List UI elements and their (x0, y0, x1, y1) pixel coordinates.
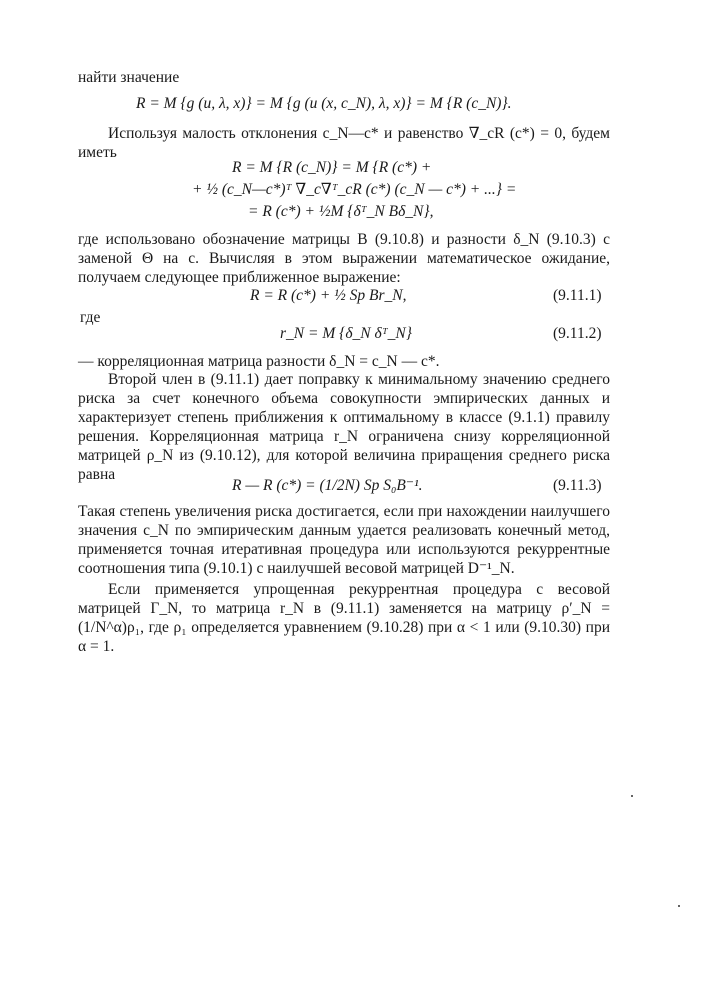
equation-5: R — R (c*) = (1/2N) Sp S₀B⁻¹. (232, 477, 423, 494)
equation-4-number: (9.11.2) (553, 325, 602, 342)
paragraph-4: Второй член в (9.11.1) дает поправку к минимальному значению среднего риска за счет конечного объема совокупности эмпирических данных и характеризует степень приближения к оптимальному в классе (9.1.1) правилу решения. Корреляционная матрица r_N ограничена снизу корреляционной матрицей ρ_N из (9.10.12), для которой величина приращения среднего риска равна (78, 371, 610, 483)
scan-speck (631, 795, 633, 797)
paragraph-3: — корреляционная матрица разности δ_N = c_N — c*. (78, 353, 440, 370)
where-label: где (80, 309, 101, 326)
equation-3-number: (9.11.1) (553, 287, 602, 304)
equation-1: R = M {g (u, λ, x)} = M {g (u (x, c_N), λ, x)} = M {R (c_N)}. (136, 95, 512, 112)
paragraph-6: Если применяется упрощенная рекуррентная процедура с весовой матрицей Γ_N, то матрица r_N в (9.11.1) заменяется на матрицу ρ′_N = (1/N^α)ρ₁, где ρ₁ определяется уравнением (9.10.28) при α < 1 или (9.10.30) при α = 1. (78, 581, 610, 655)
paragraph-1: Используя малость отклонения c_N—c* и равенство ∇_cR (c*) = 0, будем иметь (78, 125, 610, 161)
equation-2-line-3: = R (c*) + ½M {δᵀ_N Bδ_N}, (248, 203, 434, 220)
paragraph-5: Такая степень увеличения риска достигается, если при нахождении наилучшего значения c_N по эмпирическим данным удается реализовать конечный метод, применяется точная итеративная процедура или используются рекуррентные соотношения типа (9.10.1) с наилучшей весовой матрицей D⁻¹_N. (78, 503, 610, 577)
equation-3: R = R (c*) + ½ Sp Br_N, (250, 287, 407, 304)
scan-speck (678, 905, 680, 907)
equation-5-number: (9.11.3) (553, 477, 602, 494)
equation-4: r_N = M {δ_N δᵀ_N} (280, 325, 412, 342)
intro-line: найти значение (78, 69, 180, 86)
equation-2-line-1: R = M {R (c_N)} = M {R (c*) + (232, 159, 432, 176)
paragraph-2: где использовано обозначение матрицы B (9.10.8) и разности δ_N (9.10.3) с заменой Θ на c. Вычисляя в этом выражении математическое ожидание, получаем следующее приближенное выражение: (78, 231, 610, 286)
equation-2-line-2: + ½ (c_N—c*)ᵀ ∇_c∇ᵀ_cR (c*) (c_N — c*) + ...} = (192, 181, 517, 198)
